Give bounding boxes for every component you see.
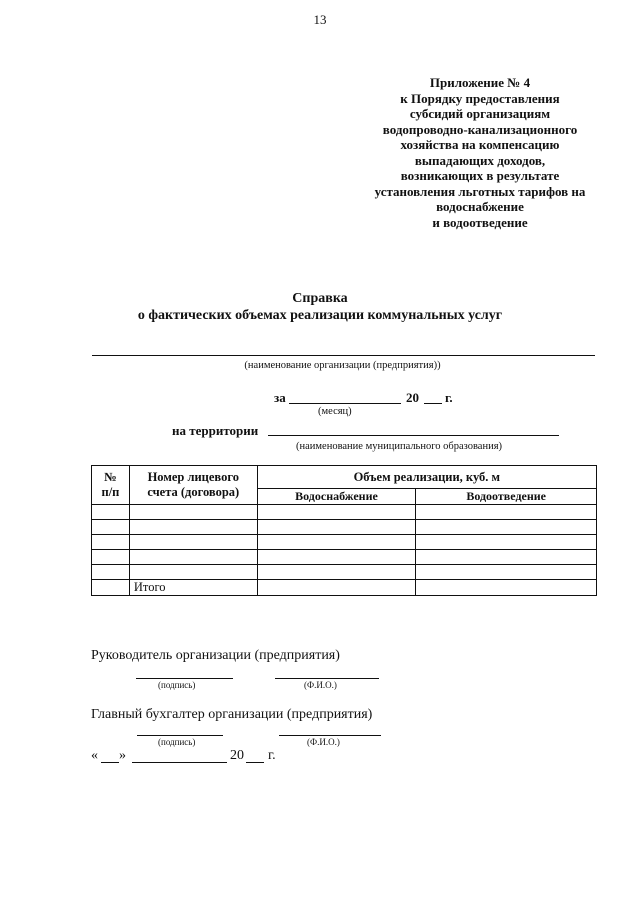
table-cell[interactable] — [416, 520, 597, 535]
territory-label: на территории — [172, 423, 259, 438]
appendix-heading — [360, 75, 600, 230]
appendix-line: и водоотведение — [432, 214, 528, 230]
table-cell[interactable] — [129, 535, 257, 550]
col-account-line-1: Номер лицевого — [147, 470, 239, 484]
table-cell[interactable] — [129, 520, 257, 535]
col-account-line-2: счета (договора) — [147, 485, 240, 499]
head-name-caption: (Ф.И.О.) — [304, 680, 337, 690]
col-volume-header: Объем реализации, куб. м — [257, 466, 596, 489]
col-number-line-1: № — [104, 470, 117, 484]
appendix-line: к Порядку предоставления — [400, 90, 560, 106]
org-name-line[interactable] — [92, 355, 595, 356]
appendix-line: возникающих в результате — [400, 168, 560, 183]
date-month-line[interactable] — [132, 762, 227, 763]
head-signature-caption: (подпись) — [158, 680, 196, 690]
title-line-2: о фактических объемах реализации коммунальных услуг — [137, 308, 503, 323]
col-number-header — [92, 466, 130, 505]
year-line[interactable] — [424, 403, 442, 404]
accountant-signature-line[interactable] — [137, 735, 223, 736]
month-line[interactable] — [289, 403, 401, 404]
col-drain-header: Водоотведение — [416, 489, 597, 505]
accountant-name-line[interactable] — [279, 735, 381, 736]
table-cell[interactable] — [92, 505, 130, 520]
table-cell[interactable] — [416, 565, 597, 580]
period-year-prefix: 20 — [406, 390, 419, 405]
date-open-quote: « — [91, 748, 98, 763]
appendix-line: установления льготных тарифов на — [374, 183, 586, 199]
table-cell[interactable] — [92, 565, 130, 580]
col-water-header: Водоснабжение — [257, 489, 416, 505]
appendix-line: водоснабжение — [436, 199, 524, 214]
accountant-signature-caption: (подпись) — [158, 737, 196, 747]
period-year-suffix: г. — [445, 390, 453, 405]
appendix-line: хозяйства на компенсацию — [400, 137, 560, 152]
table-cell[interactable] — [257, 505, 416, 520]
table-cell[interactable] — [416, 580, 597, 596]
table-cell[interactable] — [92, 580, 130, 596]
date-day-line[interactable] — [101, 762, 119, 763]
table-row — [92, 535, 597, 550]
table-row — [92, 505, 597, 520]
appendix-line: Приложение № 4 — [429, 75, 531, 90]
territory-caption: (наименование муниципального образования) — [296, 441, 503, 452]
total-label: Итого — [129, 580, 257, 596]
table-row — [92, 550, 597, 565]
table-cell[interactable] — [129, 565, 257, 580]
table-cell[interactable] — [92, 550, 130, 565]
head-signature-line[interactable] — [136, 678, 233, 679]
volume-table — [91, 465, 597, 596]
table-cell[interactable] — [416, 505, 597, 520]
table-cell[interactable] — [416, 550, 597, 565]
table-total-row — [92, 580, 597, 596]
table-cell[interactable] — [257, 580, 416, 596]
col-account-header — [129, 466, 257, 505]
territory-line[interactable] — [268, 435, 559, 436]
org-caption: (наименование организации (предприятия)) — [244, 360, 441, 371]
table-cell[interactable] — [257, 565, 416, 580]
table-cell[interactable] — [416, 535, 597, 550]
head-label: Руководитель организации (предприятия) — [91, 648, 340, 663]
accountant-label: Главный бухгалтер организации (предприятия) — [91, 707, 373, 722]
table-cell[interactable] — [129, 505, 257, 520]
appendix-line: субсидий организациям — [409, 106, 551, 121]
appendix-line: водопроводно-канализационного — [382, 121, 578, 137]
appendix-line: выпадающих доходов, — [414, 152, 546, 168]
table-cell[interactable] — [92, 520, 130, 535]
date-year-prefix: 20 — [230, 748, 244, 763]
month-caption: (месяц) — [318, 406, 352, 417]
document-title — [0, 290, 640, 324]
head-name-line[interactable] — [275, 678, 379, 679]
table-row — [92, 565, 597, 580]
table-cell[interactable] — [257, 535, 416, 550]
date-year-suffix: г. — [268, 748, 276, 763]
date-year-line[interactable] — [246, 762, 264, 763]
table-cell[interactable] — [129, 550, 257, 565]
table-cell[interactable] — [257, 550, 416, 565]
page-number: 13 — [313, 12, 327, 27]
col-number-line-2: п/п — [101, 485, 120, 499]
table-cell[interactable] — [257, 520, 416, 535]
title-line-1: Справка — [292, 291, 348, 306]
accountant-name-caption: (Ф.И.О.) — [307, 737, 340, 747]
date-close-quote: » — [119, 748, 126, 763]
table-cell[interactable] — [92, 535, 130, 550]
table-row — [92, 520, 597, 535]
period-prefix: за — [274, 390, 286, 405]
